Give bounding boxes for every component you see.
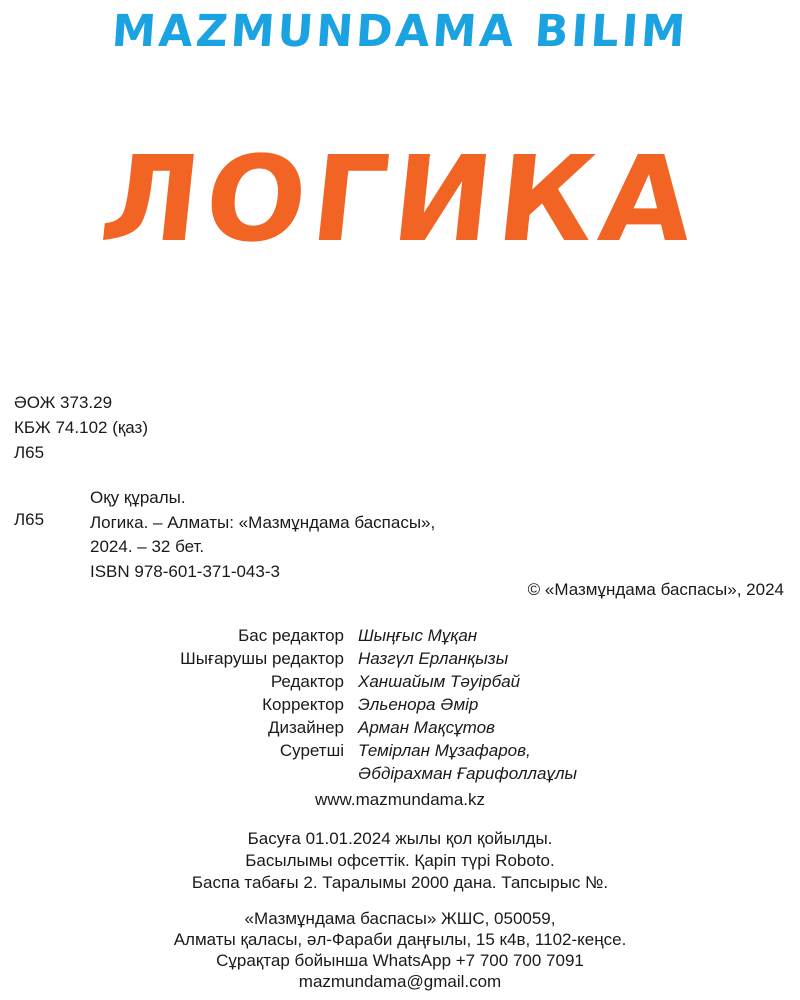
printing-details [0,828,800,894]
brand-logo-text: MAZMUNDAMA BILIM [110,6,690,57]
credit-row [0,670,800,693]
printing-line: Басуға 01.01.2024 жылы қол қойылды. [247,829,553,848]
entry-code: Л65 [14,510,45,529]
credit-row [0,762,800,785]
printing-line: Баспа табағы 2. Таралымы 2000 дана. Тапсырыс №. [191,873,609,892]
entry-line: 2024. – 32 бет. [90,537,205,556]
printing-line: Басылымы офсеттік. Қаріп түрі Roboto. [245,851,555,870]
publisher-info [0,908,800,992]
credit-name: Әбдірахман Ғарифоллаұлы [358,764,578,783]
author-mark: Л65 [14,443,45,462]
publisher-line: «Мазмұндама баспасы» ЖШС, 050059, [244,909,556,928]
credit-name: Арман Мақсұтов [358,718,495,737]
credit-row [0,647,800,670]
credits-list [0,624,800,785]
credit-role: Суретші [279,741,344,760]
book-title: ЛОГИКА [94,130,706,268]
credit-role: Редактор [270,672,344,691]
credit-name: Ханшайым Тәуірбай [358,672,521,691]
entry-line: Логика. – Алматы: «Мазмұндама баспасы», [90,512,436,532]
copyright-notice: © «Мазмұндама баспасы», 2024 [527,580,784,599]
credit-name: Шыңғыс Мұқан [358,626,478,645]
credit-name: Назгүл Ерланқызы [358,649,509,668]
credit-role: Шығарушы редактор [180,649,344,668]
lbc-code: КБЖ 74.102 (қаз) [14,418,149,437]
credit-role: Корректор [262,695,344,714]
credit-row [0,716,800,739]
bibliographic-entry [90,486,435,584]
isbn: ISBN 978-601-371-043-3 [90,561,280,581]
credit-name: Эльенора Әмір [358,695,479,714]
credit-name: Темірлан Мұзафаров, [358,741,531,760]
publisher-email[interactable]: mazmundama@gmail.com [298,972,502,991]
entry-line: Оқу құралы. [90,488,186,507]
credit-role: Дизайнер [267,718,344,737]
classification-codes [14,390,148,465]
publisher-line: Сұрақтар бойынша WhatsApp +7 700 700 7091 [216,951,584,970]
credit-role-spacer [0,762,358,785]
website-link[interactable]: www.mazmundama.kz [314,790,486,809]
credit-role: Бас редактор [238,626,344,645]
credit-row [0,739,800,762]
credit-row [0,624,800,647]
udc-code: ӘОЖ 373.29 [14,393,113,412]
publisher-line: Алматы қаласы, әл-Фараби даңғылы, 15 к4в, 1102-кеңсе. [173,930,627,949]
credit-row [0,693,800,716]
